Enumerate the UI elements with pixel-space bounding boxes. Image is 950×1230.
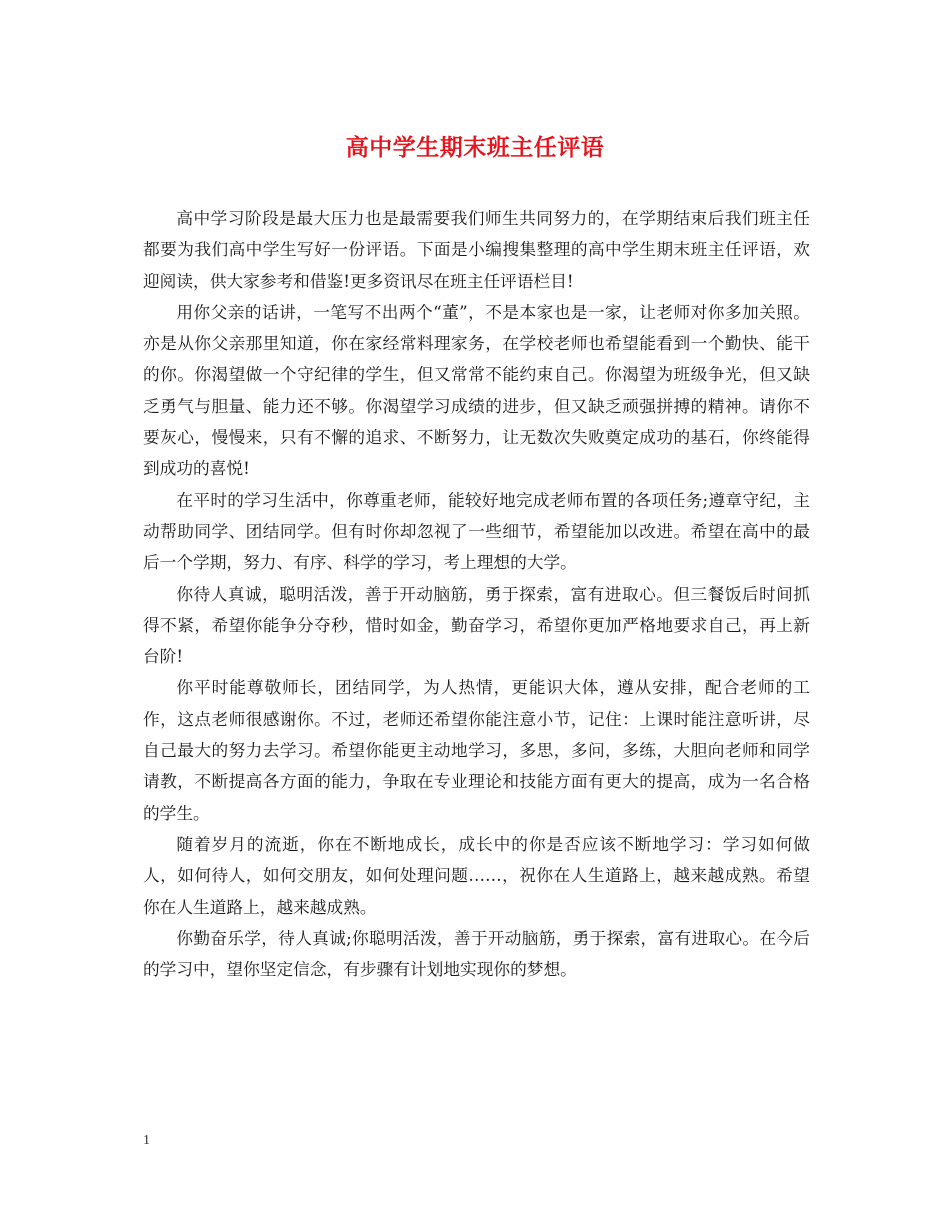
paragraph-intro: 高中学习阶段是最大压力也是最需要我们师生共同努力的，在学期结束后我们班主任都要为我们高中学生写好一份评语。下面是小编搜集整理的高中学生期末班主任评语，欢迎阅读，供大家参考和借鉴!更多资讯尽在班主任评语栏目! — [143, 208, 810, 291]
paragraph-comment-6: 你勤奋乐学，待人真诚;你聪明活泼，善于开动脑筋，勇于探索，富有进取心。在今后的学习中，望你坚定信念，有步骤有计划地实现你的梦想。 — [143, 927, 810, 980]
paragraph-comment-2: 在平时的学习生活中，你尊重老师，能较好地完成老师布置的各项任务;遵章守纪，主动帮助同学、团结同学。但有时你却忽视了一些细节，希望能加以改进。希望在高中的最后一个学期，努力、有序、科学的学习，考上理想的大学。 — [143, 489, 810, 573]
paragraph-comment-5: 随着岁月的流逝，你在不断地成长，成长中的你是否应该不断地学习：学习如何做人，如何待人，如何交朋友，如何处理问题……，祝你在人生道路上，越来越成熟。希望你在人生道路上，越来越成熟。 — [143, 833, 810, 917]
document-body — [143, 203, 810, 985]
paragraph-comment-1: 用你父亲的话讲，一笔写不出两个“董”，不是本家也是一家，让老师对你多加关照。亦是从你父亲那里知道，你在家经常料理家务，在学校老师也希望能看到一个勤快、能干的你。你渴望做一个守纪律的学生，但又常常不能约束自己。你渴望为班级争光，但又缺乏勇气与胆量、能力还不够。你渴望学习成绩的进步，但又缺乏顽强拼搏的精神。请你不要灰心，慢慢来，只有不懈的追求、不断努力，让无数次失败奠定成功的基石，你终能得到成功的喜悦! — [143, 301, 810, 479]
page-number: 1 — [143, 1133, 150, 1148]
paragraph-comment-4: 你平时能尊敬师长，团结同学，为人热情，更能识大体，遵从安排，配合老师的工作，这点老师很感谢你。不过，老师还希望你能注意小节，记住：上课时能注意听讲，尽自己最大的努力去学习。希望你能更主动地学习，多思，多问，多练，大胆向老师和同学请教，不断提高各方面的能力，争取在专业理论和技能方面有更大的提高，成为一名合格的学生。 — [143, 677, 810, 823]
document-title: 高中学生期末班主任评语 — [345, 134, 605, 161]
paragraph-comment-3: 你待人真诚，聪明活泼，善于开动脑筋，勇于探索，富有进取心。但三餐饭后时间抓得不紧，希望你能争分夺秒，惜时如金，勤奋学习，希望你更加严格地要求自己，再上新台阶! — [143, 583, 810, 667]
